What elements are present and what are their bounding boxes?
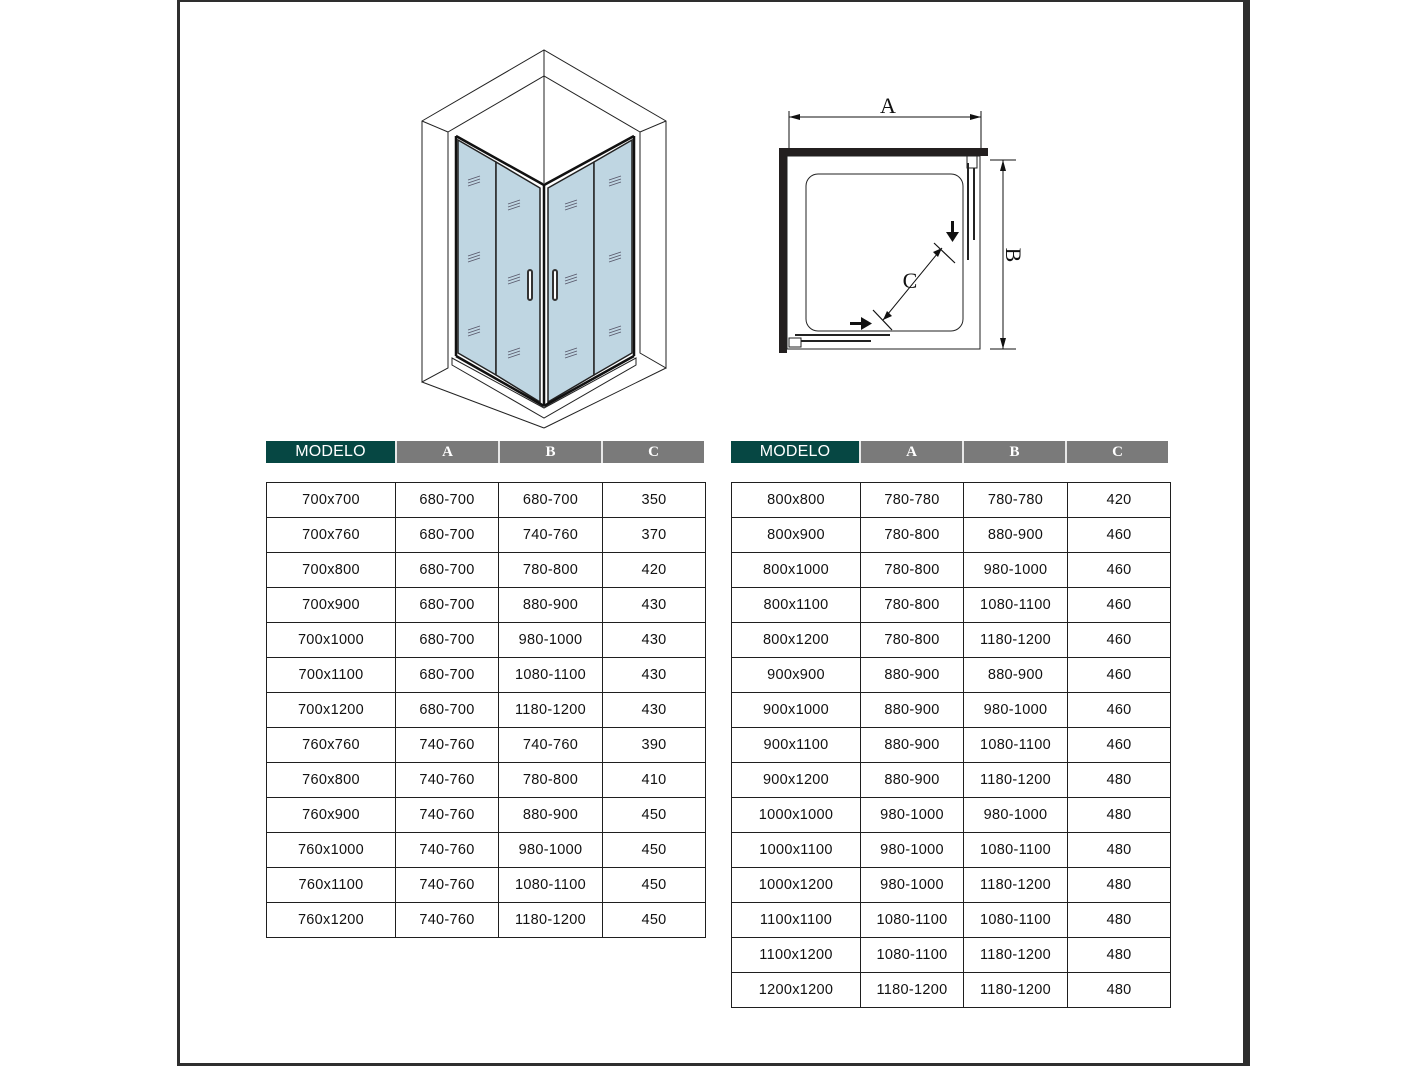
cell-c: 410 [603, 763, 706, 798]
cell-a: 880-900 [861, 658, 964, 693]
cell-a: 740-760 [396, 903, 499, 938]
cell-b: 780-800 [499, 763, 603, 798]
cell-b: 1080-1100 [964, 903, 1068, 938]
table-header [266, 441, 704, 463]
cell-c: 460 [1068, 693, 1171, 728]
dimension-label-c: C [902, 268, 918, 293]
table-row [732, 763, 1171, 798]
cell-b: 1080-1100 [964, 728, 1068, 763]
cell-model: 800x800 [732, 483, 861, 518]
cell-b: 1080-1100 [499, 658, 603, 693]
cell-b: 880-900 [499, 798, 603, 833]
cell-b: 1180-1200 [499, 693, 603, 728]
cell-model: 700x700 [267, 483, 396, 518]
cell-b: 980-1000 [499, 833, 603, 868]
cell-b: 740-760 [499, 518, 603, 553]
cell-a: 980-1000 [861, 833, 964, 868]
cell-a: 680-700 [396, 693, 499, 728]
cell-c: 420 [603, 553, 706, 588]
cell-a: 680-700 [396, 658, 499, 693]
table-row [732, 693, 1171, 728]
glass-panel-left-door [496, 162, 540, 402]
cell-c: 450 [603, 903, 706, 938]
cell-c: 480 [1068, 903, 1171, 938]
cell-c: 460 [1068, 623, 1171, 658]
cell-model: 1200x1200 [732, 973, 861, 1008]
header-a: A [859, 441, 962, 463]
cell-b: 880-900 [499, 588, 603, 623]
cell-b: 980-1000 [964, 553, 1068, 588]
cell-model: 700x760 [267, 518, 396, 553]
dimension-label-b: B [1001, 247, 1026, 263]
table-row [267, 868, 706, 903]
cell-model: 700x1200 [267, 693, 396, 728]
table-row [732, 833, 1171, 868]
cell-c: 430 [603, 693, 706, 728]
table-row [267, 623, 706, 658]
wall-top [779, 148, 988, 156]
cell-a: 880-900 [861, 693, 964, 728]
table-row [732, 728, 1171, 763]
header-b: B [498, 441, 601, 463]
wall-left [779, 148, 787, 353]
header-c: C [1065, 441, 1168, 463]
cell-model: 1000x1100 [732, 833, 861, 868]
cell-a: 980-1000 [861, 798, 964, 833]
cell-b: 1180-1200 [499, 903, 603, 938]
table-row [267, 903, 706, 938]
header-a: A [395, 441, 498, 463]
cell-b: 880-900 [964, 518, 1068, 553]
cell-c: 430 [603, 623, 706, 658]
cell-c: 460 [1068, 728, 1171, 763]
table-row [732, 973, 1171, 1008]
cell-model: 800x1100 [732, 588, 861, 623]
cell-c: 480 [1068, 973, 1171, 1008]
cell-a: 780-800 [861, 518, 964, 553]
cell-a: 680-700 [396, 553, 499, 588]
cell-c: 480 [1068, 798, 1171, 833]
header-b: B [962, 441, 1065, 463]
cell-c: 480 [1068, 763, 1171, 798]
cell-a: 680-700 [396, 518, 499, 553]
cell-a: 780-800 [861, 623, 964, 658]
cell-b: 1180-1200 [964, 868, 1068, 903]
cell-a: 680-700 [396, 588, 499, 623]
header-c: C [601, 441, 704, 463]
cell-a: 740-760 [396, 728, 499, 763]
spec-grid [266, 482, 706, 938]
spec-grid [731, 482, 1171, 1008]
cell-c: 480 [1068, 938, 1171, 973]
table-row [732, 658, 1171, 693]
cell-b: 880-900 [964, 658, 1068, 693]
cell-model: 760x1000 [267, 833, 396, 868]
cell-b: 980-1000 [499, 623, 603, 658]
cell-b: 740-760 [499, 728, 603, 763]
cell-a: 740-760 [396, 868, 499, 903]
cell-b: 1080-1100 [964, 588, 1068, 623]
cell-c: 460 [1068, 553, 1171, 588]
door-handle-icon [528, 270, 557, 300]
glass-panel-left-fixed [458, 140, 496, 375]
cell-model: 760x800 [267, 763, 396, 798]
cell-model: 900x1000 [732, 693, 861, 728]
cell-a: 880-900 [861, 763, 964, 798]
plan-view-dimension-figure [770, 85, 1040, 365]
cell-c: 430 [603, 588, 706, 623]
cell-model: 1100x1100 [732, 903, 861, 938]
cell-b: 980-1000 [964, 693, 1068, 728]
cell-b: 1080-1100 [499, 868, 603, 903]
cell-model: 1000x1000 [732, 798, 861, 833]
table-row [267, 763, 706, 798]
table-row [267, 553, 706, 588]
table-row [732, 903, 1171, 938]
header-model: MODELO [266, 441, 395, 463]
cell-b: 1180-1200 [964, 623, 1068, 658]
cell-c: 450 [603, 798, 706, 833]
cell-a: 1080-1100 [861, 938, 964, 973]
cell-c: 420 [1068, 483, 1171, 518]
cell-model: 800x900 [732, 518, 861, 553]
cell-a: 780-800 [861, 553, 964, 588]
table-row [732, 483, 1171, 518]
table-row [267, 798, 706, 833]
table-row [732, 623, 1171, 658]
cell-model: 700x800 [267, 553, 396, 588]
cell-c: 430 [603, 658, 706, 693]
cell-b: 1080-1100 [964, 833, 1068, 868]
table-row [732, 553, 1171, 588]
cell-c: 450 [603, 833, 706, 868]
table-row [267, 518, 706, 553]
cell-c: 460 [1068, 588, 1171, 623]
cell-c: 460 [1068, 658, 1171, 693]
table-row [267, 833, 706, 868]
cell-model: 900x1100 [732, 728, 861, 763]
table-header [731, 441, 1168, 463]
cell-model: 760x1100 [267, 868, 396, 903]
cell-a: 780-780 [861, 483, 964, 518]
cell-a: 880-900 [861, 728, 964, 763]
cell-c: 480 [1068, 833, 1171, 868]
cell-a: 980-1000 [861, 868, 964, 903]
table-row [267, 483, 706, 518]
cell-a: 1180-1200 [861, 973, 964, 1008]
cell-c: 370 [603, 518, 706, 553]
cell-c: 450 [603, 868, 706, 903]
cell-model: 900x900 [732, 658, 861, 693]
cell-b: 1180-1200 [964, 938, 1068, 973]
cell-model: 1100x1200 [732, 938, 861, 973]
table-row [267, 658, 706, 693]
table-row [732, 798, 1171, 833]
table-row [267, 588, 706, 623]
cell-b: 780-780 [964, 483, 1068, 518]
cell-model: 760x900 [267, 798, 396, 833]
cell-b: 780-800 [499, 553, 603, 588]
table-row [732, 588, 1171, 623]
cell-a: 680-700 [396, 623, 499, 658]
header-model: MODELO [731, 441, 859, 463]
cell-a: 780-800 [861, 588, 964, 623]
cell-b: 980-1000 [964, 798, 1068, 833]
cell-model: 760x760 [267, 728, 396, 763]
cell-model: 700x900 [267, 588, 396, 623]
cell-model: 800x1000 [732, 553, 861, 588]
cell-a: 680-700 [396, 483, 499, 518]
cell-b: 1180-1200 [964, 973, 1068, 1008]
cell-a: 740-760 [396, 833, 499, 868]
table-row [267, 728, 706, 763]
cell-a: 740-760 [396, 798, 499, 833]
cell-model: 900x1200 [732, 763, 861, 798]
cell-c: 460 [1068, 518, 1171, 553]
cell-b: 680-700 [499, 483, 603, 518]
enclosure-isometric-figure [410, 40, 680, 430]
cell-c: 390 [603, 728, 706, 763]
cell-model: 760x1200 [267, 903, 396, 938]
cell-model: 700x1100 [267, 658, 396, 693]
cell-a: 1080-1100 [861, 903, 964, 938]
table-row [267, 693, 706, 728]
cell-model: 1000x1200 [732, 868, 861, 903]
cell-a: 740-760 [396, 763, 499, 798]
table-row [732, 518, 1171, 553]
table-row [732, 868, 1171, 903]
cell-model: 800x1200 [732, 623, 861, 658]
cell-model: 700x1000 [267, 623, 396, 658]
cell-c: 480 [1068, 868, 1171, 903]
table-row [732, 938, 1171, 973]
cell-c: 350 [603, 483, 706, 518]
dimension-label-a: A [880, 93, 896, 118]
cell-b: 1180-1200 [964, 763, 1068, 798]
